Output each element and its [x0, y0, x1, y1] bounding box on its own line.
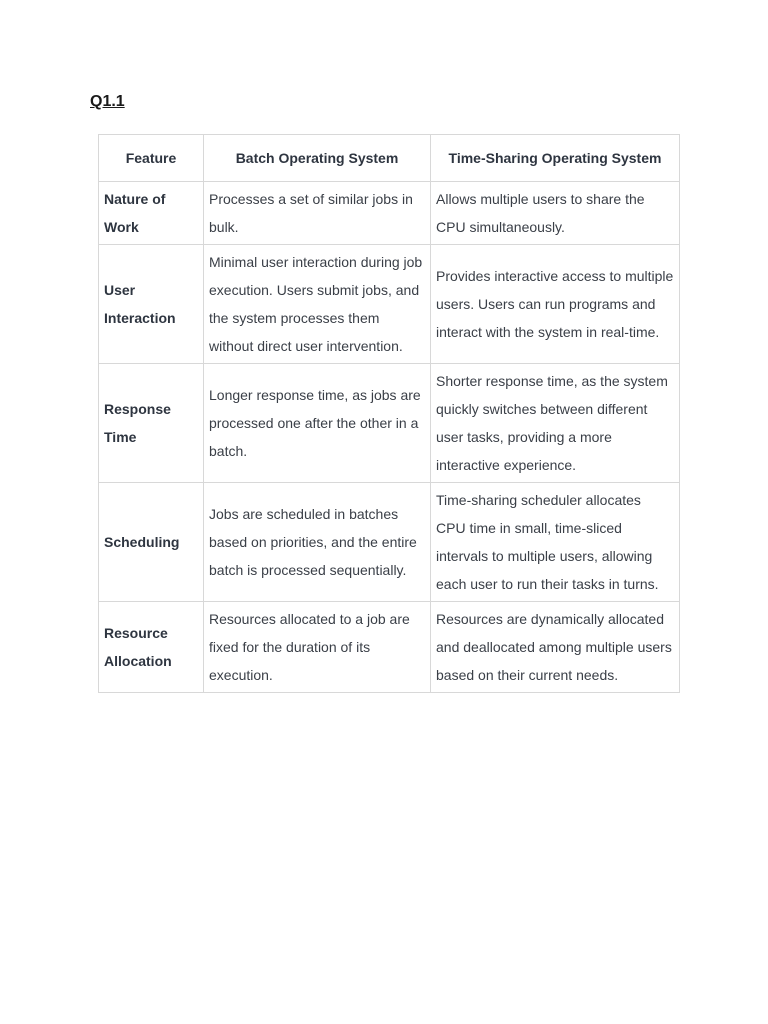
table-row: [99, 364, 680, 483]
comparison-table: [98, 134, 680, 693]
table-row: [99, 602, 680, 693]
batch-cell: Jobs are scheduled in batches based on priorities, and the entire batch is processed sequentially.: [204, 483, 431, 602]
batch-cell: Processes a set of similar jobs in bulk.: [204, 182, 431, 245]
table-row: [99, 182, 680, 245]
feature-cell: User Interaction: [99, 245, 204, 364]
table-row: [99, 483, 680, 602]
time-sharing-cell: Allows multiple users to share the CPU simultaneously.: [431, 182, 680, 245]
feature-cell: Response Time: [99, 364, 204, 483]
time-sharing-cell: Shorter response time, as the system quickly switches between different user tasks, providing a more interactive experience.: [431, 364, 680, 483]
feature-cell: Resource Allocation: [99, 602, 204, 693]
batch-cell: Minimal user interaction during job execution. Users submit jobs, and the system processes them without direct user intervention.: [204, 245, 431, 364]
header-batch-os: Batch Operating System: [204, 135, 431, 182]
table-row: [99, 245, 680, 364]
table-header: [99, 135, 680, 182]
table-body: [99, 182, 680, 693]
batch-cell: Longer response time, as jobs are processed one after the other in a batch.: [204, 364, 431, 483]
time-sharing-cell: Resources are dynamically allocated and deallocated among multiple users based on their current needs.: [431, 602, 680, 693]
time-sharing-cell: Provides interactive access to multiple users. Users can run programs and interact with the system in real-time.: [431, 245, 680, 364]
header-row: [99, 135, 680, 182]
page-heading: Q1.1: [90, 93, 125, 110]
time-sharing-cell: Time-sharing scheduler allocates CPU time in small, time-sliced intervals to multiple users, allowing each user to run their tasks in turns.: [431, 483, 680, 602]
header-feature: Feature: [99, 135, 204, 182]
feature-cell: Scheduling: [99, 483, 204, 602]
feature-cell: Nature of Work: [99, 182, 204, 245]
header-time-sharing-os: Time-Sharing Operating System: [431, 135, 680, 182]
batch-cell: Resources allocated to a job are fixed for the duration of its execution.: [204, 602, 431, 693]
